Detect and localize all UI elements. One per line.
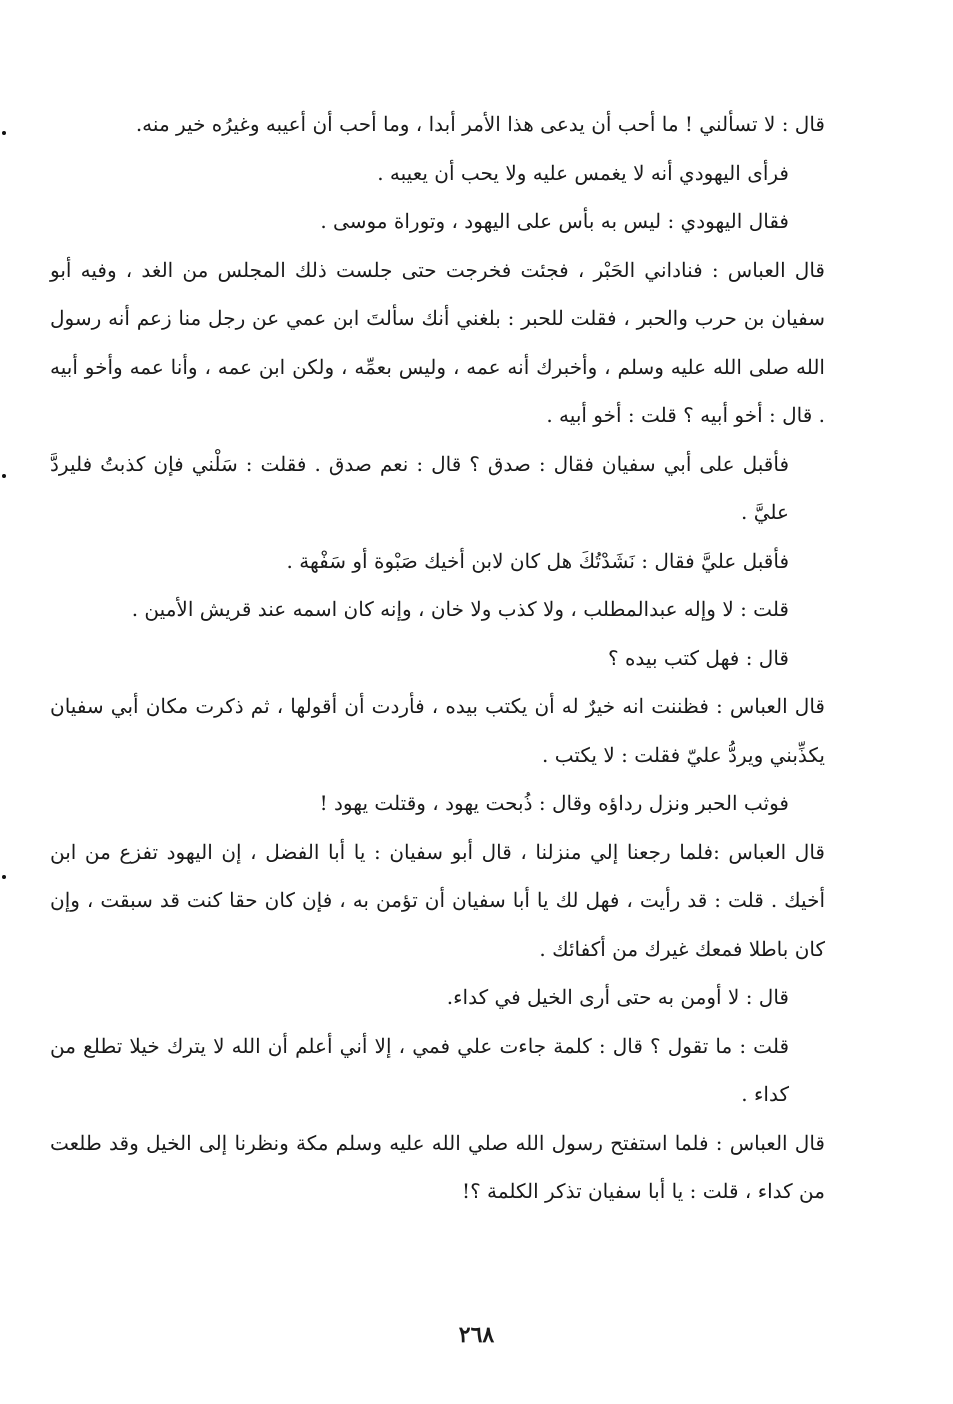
paragraph-9: قال العباس : فظننت انه خيرٌ له أن يكتب بيده ، فأردت أن أقولها ، ثم ذكرت مكان أبي سفيان يكذِّبني ويردُّ عليّ فقلت : لا يكتب . xyxy=(50,694,825,767)
margin-mark xyxy=(2,875,6,879)
paragraph-7: قلت : لا وإله عبدالمطلب ، ولا كذب ولا خان ، وإنه كان اسمه عند قريش الأمين . xyxy=(131,597,789,621)
paragraph-8: قال : فهل كتب بيده ؟ xyxy=(607,645,789,670)
paragraph-13: قلت : ما تقول ؟ قال : كلمة جاءت علي فمي ، إلا أني أعلم أن الله لا يترك خيلا تطلع من كداء . xyxy=(50,1033,789,1106)
paragraph-6: فأقبل عليَّ فقال : نَشَدْتُكَ هل كان لابن أخيك صَبْوة أو سَفْهة . xyxy=(286,548,789,573)
paragraph-12: قال : لا أومن به حتى أرى الخيل في كداء. xyxy=(446,985,789,1009)
margin-mark xyxy=(2,131,6,135)
margin-mark xyxy=(2,474,6,478)
paragraph-2: فرأى اليهودي أنه لا يغمس عليه ولا يحب أن يعيبه . xyxy=(377,160,789,185)
paragraph-1: قال : لا تسألني ! ما أحب أن يدعى هذا الأمر أبدا ، وما أحب أن أعيبه وغيرُه خير منه. xyxy=(135,112,825,136)
paragraph-4: قال العباس : فناداني الحَبْر ، فجئت فخرجت حتى جلست ذلك المجلس من الغد ، وفيه أبو سفيان بن حرب والحبر ، فقلت للحبر : بلغني أنك سألتَ ابن عمي عن رجل منا زعم أنه رسول الله صلى الله عليه وسلم ، وأخبرك أنه عمه ، وليس بعمِّه ، ولكن ابن عمه ، وأنا عمه وأخو أبيه . قال : أخو أبيه ؟ قلت : أخو أبيه . xyxy=(50,257,825,427)
page-number: ٢٦٨ xyxy=(458,1322,495,1348)
paragraph-10: فوثب الحبر ونزل رداؤه وقال : ذُبحت يهود ، وقتلت يهود ! xyxy=(319,791,789,815)
paragraph-14: قال العباس : فلما استفتح رسول الله صلي الله عليه وسلم مكة ونظرنا إلى الخيل وقد طلعت من كداء ، قلت : يا أبا سفيان تذكر الكلمة ؟! xyxy=(50,1130,825,1203)
paragraph-5: فأقبل على أبي سفيان فقال : صدق ؟ قال : نعم صدق . فقلت : سَلْني فإن كذبتُ فليردَّ عليَّ . xyxy=(50,451,789,524)
paragraph-3: فقال اليهودي : ليس به بأس على اليهود ، وتوراة موسى . xyxy=(320,209,789,233)
paragraph-11: قال العباس :فلما رجعنا إلي منزلنا ، قال أبو سفيان : يا أبا الفضل ، إن اليهود تفزع من ابن أخيك . قلت : قد رأيت ، فهل لك يا أبا سفيان أن تؤمن به ، فإن كان حقا كنت قد سبقت ، وإن كان باطلا فمعك غيرك من أكفائك . xyxy=(50,839,825,961)
body-text xyxy=(50,100,825,1216)
